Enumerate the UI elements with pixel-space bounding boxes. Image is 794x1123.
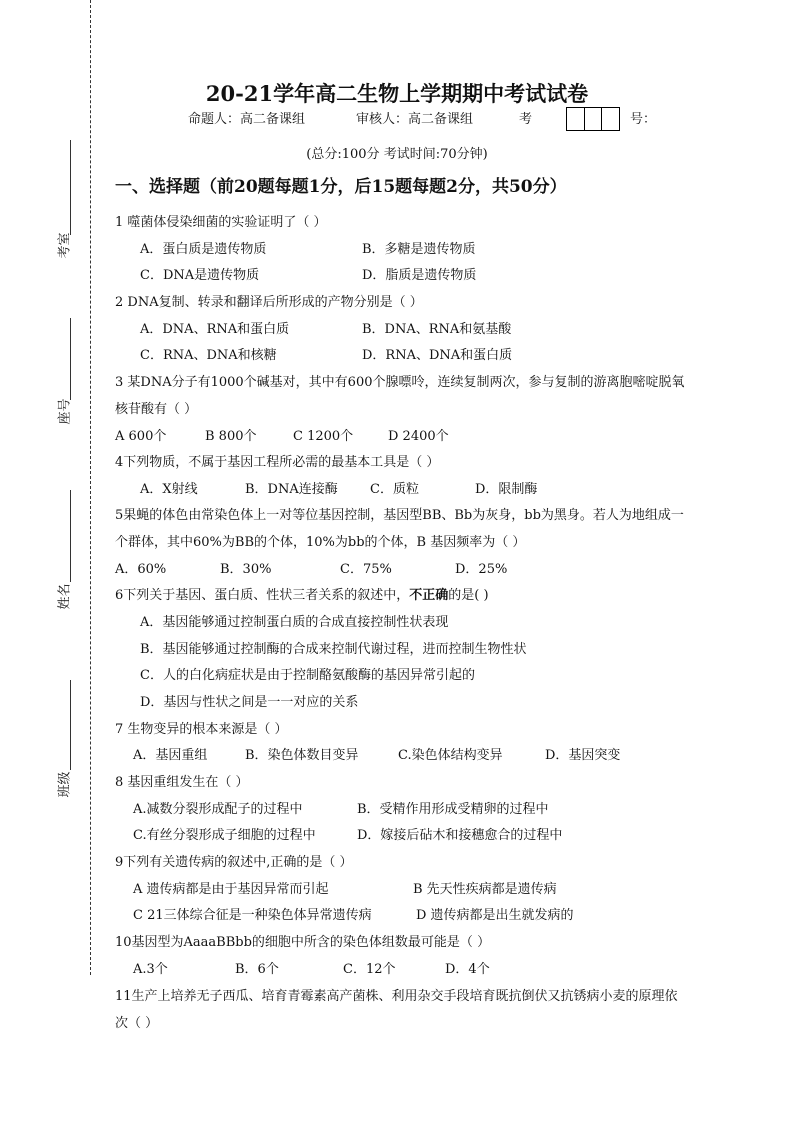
question-3-option-d[interactable]: D 2400个 [388, 429, 449, 444]
question-5-option-a[interactable]: A．60% [115, 562, 167, 577]
class-line [70, 680, 71, 770]
question-6-stem-post: 的是( ) [448, 588, 489, 603]
question-10-stem: 10基因型为AaaaBBbb的细胞中所含的染色体组数最可能是（ ） [115, 935, 491, 950]
question-1-stem: 1 噬菌体侵染细菌的实验证明了（ ） [115, 215, 327, 230]
number-label: 号： [630, 112, 657, 127]
question-4-option-b[interactable]: B．DNA连接酶 [245, 482, 338, 497]
question-3-option-a[interactable]: A 600个 [115, 429, 167, 444]
question-8-option-d[interactable]: D．嫁接后砧木和接穗愈合的过程中 [357, 828, 563, 843]
question-1-option-a[interactable]: A．蛋白质是遗传物质 [140, 242, 267, 257]
question-8-stem: 8 基因重组发生在（ ） [115, 775, 249, 790]
question-8-option-a[interactable]: A.减数分裂形成配子的过程中 [133, 802, 303, 817]
reviewer-text: 审核人：高二备课组 [356, 112, 474, 127]
question-2-option-d[interactable]: D．RNA、DNA和蛋白质 [362, 348, 513, 363]
question-5-option-d[interactable]: D．25% [455, 562, 508, 577]
question-10-option-c[interactable]: C．12个 [343, 962, 396, 977]
question-5-option-b[interactable]: B．30% [220, 562, 272, 577]
question-9-option-b[interactable]: B 先天性疾病都是遗传病 [413, 882, 557, 897]
question-9-option-c[interactable]: C 21三体综合征是一种染色体异常遗传病 [133, 908, 372, 923]
question-7-option-d[interactable]: D．基因突变 [545, 748, 621, 763]
question-9-stem: 9下列有关遗传病的叙述中,正确的是（ ） [115, 855, 353, 870]
seat-no-line [70, 318, 71, 400]
question-4-option-d[interactable]: D．限制酶 [475, 482, 538, 497]
question-2-stem: 2 DNA复制、转录和翻译后所形成的产物分别是（ ） [115, 295, 423, 310]
question-3-stem-cont: 核苷酸有（ ） [115, 402, 198, 417]
question-3-option-c[interactable]: C 1200个 [293, 429, 354, 444]
exam-label: 考 [519, 112, 533, 127]
question-10-option-a[interactable]: A.3个 [133, 962, 168, 977]
question-8-option-c[interactable]: C.有丝分裂形成子细胞的过程中 [133, 828, 316, 843]
section-title: 一、选择题（前20题每题1分，后15题每题2分，共50分） [115, 177, 567, 197]
question-2-option-a[interactable]: A．DNA、RNA和蛋白质 [140, 322, 290, 337]
question-7-option-a[interactable]: A．基因重组 [133, 748, 208, 763]
question-6-stem [115, 584, 489, 603]
question-7-option-b[interactable]: B．染色体数目变异 [245, 748, 359, 763]
question-10-option-b[interactable]: B．6个 [235, 962, 279, 977]
question-2-option-c[interactable]: C．RNA、DNA和核糖 [140, 348, 277, 363]
question-3-option-b[interactable]: B 800个 [205, 429, 257, 444]
question-6-option-a[interactable]: A．基因能够通过控制蛋白质的合成直接控制性状表现 [140, 615, 449, 630]
question-6-emphasis: 不正确 [409, 588, 449, 603]
question-7-option-c[interactable]: C.染色体结构变异 [398, 748, 503, 763]
name-line [70, 490, 71, 582]
question-7-stem: 7 生物变异的根本来源是（ ） [115, 722, 288, 737]
question-11-stem-cont: 次（ ） [115, 1016, 159, 1031]
exam-number-box[interactable] [566, 107, 620, 131]
question-6-stem-pre: 6下列关于基因、蛋白质、性状三者关系的叙述中， [115, 588, 410, 603]
question-4-stem: 4下列物质，不属于基因工程所必需的最基本工具是（ ） [115, 455, 440, 470]
question-2-option-b[interactable]: B．DNA、RNA和氨基酸 [362, 322, 512, 337]
question-6-option-d[interactable]: D．基因与性状之间是一一对应的关系 [140, 695, 359, 710]
class-label: 班级 [57, 771, 73, 798]
question-4-option-a[interactable]: A．X射线 [140, 482, 198, 497]
question-6-option-b[interactable]: B．基因能够通过控制酶的合成来控制代谢过程，进而控制生物性状 [140, 642, 527, 657]
name-label: 姓名 [57, 583, 73, 610]
question-6-option-c[interactable]: C．人的白化病症状是由于控制酪氨酸酶的基因异常引起的 [140, 668, 475, 683]
question-5-stem-cont: 个群体，其中60%为BB的个体，10%为bb的个体，B 基因频率为（ ） [115, 535, 526, 550]
question-1-option-d[interactable]: D．脂质是遗传物质 [362, 268, 477, 283]
question-4-option-c[interactable]: C．质粒 [370, 482, 419, 497]
page-title: 20-21学年高二生物上学期期中考试试卷 [205, 81, 589, 106]
question-10-option-d[interactable]: D．4个 [445, 962, 490, 977]
question-5-option-c[interactable]: C．75% [340, 562, 392, 577]
setter-text: 命题人：高二备课组 [188, 112, 306, 127]
seat-no-label: 座号 [57, 398, 73, 425]
question-11-stem: 11生产上培养无子西瓜、培育青霉素高产菌株、利用杂交手段培育既抗倒伏又抗锈病小麦的原理依 [115, 989, 678, 1004]
question-1-option-c[interactable]: C．DNA是遗传物质 [140, 268, 260, 283]
question-9-option-a[interactable]: A 遗传病都是由于基因异常而引起 [133, 882, 329, 897]
question-3-stem: 3 某DNA分子有1000个碱基对，其中有600个腺嘌呤，连续复制两次，参与复制的游离胞嘧啶脱氧 [115, 375, 685, 390]
exam-info: (总分:100分 考试时间:70分钟) [306, 147, 488, 162]
question-5-stem: 5果蝇的体色由常染色体上一对等位基因控制，基因型BB、Bb为灰身，bb为黑身。若人为地组成一 [115, 508, 684, 523]
question-1-option-b[interactable]: B．多糖是遗传物质 [362, 242, 476, 257]
question-8-option-b[interactable]: B．受精作用形成受精卵的过程中 [357, 802, 549, 817]
exam-room-label: 考室 [57, 232, 73, 259]
question-9-option-d[interactable]: D 遗传病都是出生就发病的 [416, 908, 574, 923]
